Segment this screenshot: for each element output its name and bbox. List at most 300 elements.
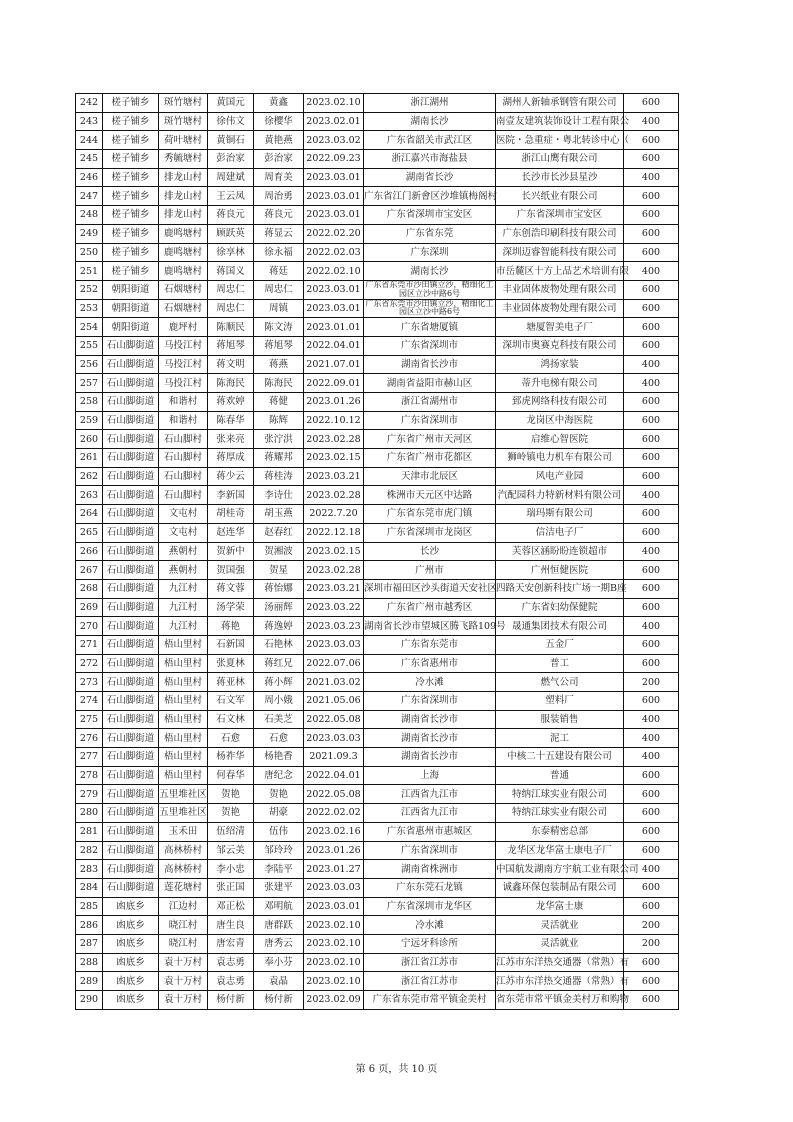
township-cell: 槎子铺乡 <box>103 187 159 206</box>
date-cell: 2023.01.27 <box>304 860 364 879</box>
employer-cell: 塘厦智美电子厂 <box>496 318 624 337</box>
row-number-cell: 281 <box>76 822 103 841</box>
row-number-cell: 288 <box>76 953 103 972</box>
township-cell: 凼底乡 <box>103 953 159 972</box>
row-number-cell: 263 <box>76 486 103 505</box>
employer-cell: 南壹友建筑装饰设计工程有限公 <box>496 112 624 131</box>
worker-name-cell: 袁晶 <box>254 972 304 991</box>
employer-cell: 江苏市东洋热交通器（常熟）有 <box>496 953 624 972</box>
township-cell: 石山脚街道 <box>103 505 159 524</box>
employer-cell: 东泰精密总部 <box>496 822 624 841</box>
village-cell: 九江村 <box>159 617 208 636</box>
amount-cell: 400 <box>624 112 679 131</box>
amount-cell: 600 <box>624 878 679 897</box>
amount-cell: 600 <box>624 280 679 299</box>
row-number-cell: 271 <box>76 635 103 654</box>
date-cell: 2023.03.01 <box>304 206 364 225</box>
table-row <box>76 953 679 972</box>
date-cell: 2022.12.18 <box>304 523 364 542</box>
name-cell: 徐伟文 <box>208 112 254 131</box>
employer-cell: 芙蓉区涵盼盼连锁超市 <box>496 542 624 561</box>
name-cell: 蒋文蓉 <box>208 579 254 598</box>
work-location-cell: 广东省东莞 <box>364 224 496 243</box>
township-cell: 槎子铺乡 <box>103 206 159 225</box>
village-cell: 莲花塘村 <box>159 878 208 897</box>
employer-cell: 鸿扬家装 <box>496 355 624 374</box>
name-cell: 汤学荣 <box>208 598 254 617</box>
page-footer: 第 6 页，共 10 页 <box>355 1064 438 1075</box>
date-cell: 2023.02.16 <box>304 822 364 841</box>
village-cell: 鹿坪村 <box>159 318 208 337</box>
employer-cell: 江苏市东洋热交通器（常熟）有 <box>496 972 624 991</box>
village-cell: 五里堆社区 <box>159 804 208 823</box>
employer-cell: 服装销售 <box>496 710 624 729</box>
worker-name-cell: 石艳林 <box>254 635 304 654</box>
work-location-cell: 浙江省江苏市 <box>364 953 496 972</box>
amount-cell: 400 <box>624 542 679 561</box>
village-cell: 袁十万村 <box>159 953 208 972</box>
township-cell: 石山脚街道 <box>103 860 159 879</box>
amount-cell: 600 <box>624 523 679 542</box>
employer-cell: 医院・急重症・粤北转诊中心（ <box>496 131 624 150</box>
row-number-cell: 275 <box>76 710 103 729</box>
row-number-cell: 253 <box>76 299 103 318</box>
worker-name-cell: 蒋良元 <box>254 206 304 225</box>
work-location-cell: 广东省深圳市 <box>364 411 496 430</box>
name-cell: 贺新中 <box>208 542 254 561</box>
township-cell: 槎子铺乡 <box>103 94 159 113</box>
township-cell: 凼底乡 <box>103 972 159 991</box>
name-cell: 胡桂奇 <box>208 505 254 524</box>
name-cell: 蒋亚林 <box>208 673 254 692</box>
employer-cell: 丰业固体废物处理有限公司 <box>496 280 624 299</box>
worker-name-cell: 李陆平 <box>254 860 304 879</box>
worker-name-cell: 蒋健 <box>254 393 304 412</box>
work-location-cell: 广东省东莞市常平镇金美村 <box>364 991 496 1010</box>
township-cell: 槎子铺乡 <box>103 262 159 281</box>
table-row <box>76 150 679 169</box>
village-cell: 和谐村 <box>159 393 208 412</box>
village-cell: 和谐村 <box>159 411 208 430</box>
table-row <box>76 393 679 412</box>
township-cell: 石山脚街道 <box>103 542 159 561</box>
name-cell: 陈春华 <box>208 411 254 430</box>
village-cell: 荷叶塘村 <box>159 131 208 150</box>
employer-cell: 龙华区龙华富士康电子厂 <box>496 841 624 860</box>
work-location-cell: 广州市 <box>364 561 496 580</box>
village-cell: 马投江村 <box>159 355 208 374</box>
worker-name-cell: 周小娥 <box>254 692 304 711</box>
village-cell: 石烟塘村 <box>159 299 208 318</box>
amount-cell: 600 <box>624 206 679 225</box>
worker-name-cell: 蒋小辉 <box>254 673 304 692</box>
worker-name-cell: 黄鑫 <box>254 94 304 113</box>
row-number-cell: 258 <box>76 393 103 412</box>
date-cell: 2023.03.03 <box>304 878 364 897</box>
amount-cell: 600 <box>624 224 679 243</box>
work-location-cell: 广东省韶关市武江区 <box>364 131 496 150</box>
work-location-cell: 宁远牙科诊所 <box>364 934 496 953</box>
employer-cell: 湖州人新轴承钢管有限公司 <box>496 94 624 113</box>
work-location-cell: 广东省深圳市 <box>364 336 496 355</box>
date-cell: 2023.02.09 <box>304 991 364 1010</box>
worker-name-cell: 石美芝 <box>254 710 304 729</box>
village-cell: 江边村 <box>159 897 208 916</box>
row-number-cell: 246 <box>76 168 103 187</box>
work-location-cell: 湖南省长沙市 <box>364 355 496 374</box>
work-location-cell: 长沙 <box>364 542 496 561</box>
amount-cell: 600 <box>624 579 679 598</box>
row-number-cell: 273 <box>76 673 103 692</box>
village-cell: 斑竹塘村 <box>159 94 208 113</box>
village-cell: 石山脚村 <box>159 486 208 505</box>
amount-cell: 600 <box>624 393 679 412</box>
date-cell: 2023.03.02 <box>304 131 364 150</box>
village-cell: 梧山里村 <box>159 654 208 673</box>
township-cell: 朝阳街道 <box>103 299 159 318</box>
employer-cell: 特纳江球实业有限公司 <box>496 804 624 823</box>
row-number-cell: 268 <box>76 579 103 598</box>
amount-cell: 400 <box>624 355 679 374</box>
work-location-cell: 广东省东莞市虎门镇 <box>364 505 496 524</box>
date-cell: 2023.02.28 <box>304 430 364 449</box>
row-number-cell: 252 <box>76 280 103 299</box>
worker-name-cell: 张泞洪 <box>254 430 304 449</box>
amount-cell: 600 <box>624 654 679 673</box>
amount-cell: 400 <box>624 168 679 187</box>
row-number-cell: 262 <box>76 467 103 486</box>
employer-cell: 省东莞市常平镇金美村万和购物 <box>496 991 624 1010</box>
table-row <box>76 411 679 430</box>
amount-cell: 600 <box>624 766 679 785</box>
name-cell: 蒋欢婷 <box>208 393 254 412</box>
amount-cell: 600 <box>624 336 679 355</box>
village-cell: 石山脚村 <box>159 467 208 486</box>
work-location-cell: 广东省深圳市龙岗区 <box>364 523 496 542</box>
amount-cell: 600 <box>624 692 679 711</box>
date-cell: 2023.02.10 <box>304 916 364 935</box>
table-row <box>76 299 679 318</box>
township-cell: 石山脚街道 <box>103 822 159 841</box>
table-row <box>76 561 679 580</box>
date-cell: 2023.03.01 <box>304 280 364 299</box>
name-cell: 石文军 <box>208 692 254 711</box>
amount-cell: 600 <box>624 299 679 318</box>
table-row <box>76 579 679 598</box>
table-row <box>76 748 679 767</box>
date-cell: 2023.02.10 <box>304 972 364 991</box>
village-cell: 燕朝村 <box>159 561 208 580</box>
name-cell: 顾跃英 <box>208 224 254 243</box>
amount-cell: 600 <box>624 187 679 206</box>
work-location-cell: 江西省九江市 <box>364 804 496 823</box>
township-cell: 石山脚街道 <box>103 804 159 823</box>
village-cell: 五里堆社区 <box>159 785 208 804</box>
table-row <box>76 878 679 897</box>
worker-name-cell: 张建平 <box>254 878 304 897</box>
worker-name-cell: 伍伟 <box>254 822 304 841</box>
table-row <box>76 991 679 1010</box>
work-location-cell: 湖南省长沙市 <box>364 748 496 767</box>
amount-cell: 600 <box>624 430 679 449</box>
worker-name-cell: 蒋耀邦 <box>254 449 304 468</box>
township-cell: 石山脚街道 <box>103 467 159 486</box>
row-number-cell: 249 <box>76 224 103 243</box>
employer-cell: 信洁电子厂 <box>496 523 624 542</box>
amount-cell: 600 <box>624 822 679 841</box>
table-row <box>76 262 679 281</box>
township-cell: 槎子铺乡 <box>103 243 159 262</box>
village-cell: 袁十万村 <box>159 991 208 1010</box>
date-cell: 2023.03.03 <box>304 729 364 748</box>
date-cell: 2022.7.20 <box>304 505 364 524</box>
row-number-cell: 279 <box>76 785 103 804</box>
township-cell: 石山脚街道 <box>103 785 159 804</box>
worker-name-cell: 胡豪 <box>254 804 304 823</box>
table-row <box>76 822 679 841</box>
amount-cell: 600 <box>624 635 679 654</box>
table-row <box>76 673 679 692</box>
table-row <box>76 654 679 673</box>
employer-cell: 中国航发湖南方宇航工业有限公司 <box>496 860 624 879</box>
name-cell: 黄国元 <box>208 94 254 113</box>
worker-name-cell: 贺湘波 <box>254 542 304 561</box>
amount-cell: 600 <box>624 505 679 524</box>
row-number-cell: 285 <box>76 897 103 916</box>
worker-name-cell: 徐樱华 <box>254 112 304 131</box>
row-number-cell: 247 <box>76 187 103 206</box>
worker-name-cell: 周育美 <box>254 168 304 187</box>
work-location-cell: 广东省深圳市龙华区 <box>364 897 496 916</box>
table-row <box>76 635 679 654</box>
date-cell: 2022.02.10 <box>304 262 364 281</box>
name-cell: 周忠仁 <box>208 280 254 299</box>
township-cell: 石山脚街道 <box>103 393 159 412</box>
employer-cell: 普通 <box>496 766 624 785</box>
date-cell: 2023.02.10 <box>304 94 364 113</box>
row-number-cell: 270 <box>76 617 103 636</box>
work-location-cell: 冷水滩 <box>364 916 496 935</box>
township-cell: 石山脚街道 <box>103 374 159 393</box>
worker-name-cell: 唐秀云 <box>254 934 304 953</box>
village-cell: 鹿鸣塘村 <box>159 262 208 281</box>
worker-name-cell: 蒋燕 <box>254 355 304 374</box>
name-cell: 邹云美 <box>208 841 254 860</box>
township-cell: 石山脚街道 <box>103 748 159 767</box>
village-cell: 石山脚村 <box>159 449 208 468</box>
village-cell: 燕朝村 <box>159 542 208 561</box>
village-cell: 梧山里村 <box>159 729 208 748</box>
name-cell: 周建斌 <box>208 168 254 187</box>
work-location-cell: 广东省惠州市 <box>364 654 496 673</box>
township-cell: 朝阳街道 <box>103 280 159 299</box>
name-cell: 伍绍清 <box>208 822 254 841</box>
date-cell: 2023.02.15 <box>304 542 364 561</box>
township-cell: 石山脚街道 <box>103 430 159 449</box>
date-cell: 2021.07.01 <box>304 355 364 374</box>
employer-cell: 泥工 <box>496 729 624 748</box>
work-location-cell: 浙江嘉兴市海盐县 <box>364 150 496 169</box>
row-number-cell: 287 <box>76 934 103 953</box>
name-cell: 杨祚华 <box>208 748 254 767</box>
village-cell: 晓江村 <box>159 916 208 935</box>
table-row <box>76 318 679 337</box>
row-number-cell: 250 <box>76 243 103 262</box>
table-row <box>76 505 679 524</box>
village-cell: 玉禾田 <box>159 822 208 841</box>
date-cell: 2021.09.3 <box>304 748 364 767</box>
row-number-cell: 251 <box>76 262 103 281</box>
amount-cell: 600 <box>624 991 679 1010</box>
work-location-cell: 上海 <box>364 766 496 785</box>
township-cell: 槎子铺乡 <box>103 131 159 150</box>
table-row <box>76 934 679 953</box>
township-cell: 石山脚街道 <box>103 673 159 692</box>
name-cell: 唐生良 <box>208 916 254 935</box>
date-cell: 2023.03.01 <box>304 168 364 187</box>
name-cell: 王云凤 <box>208 187 254 206</box>
name-cell: 蒋厚成 <box>208 449 254 468</box>
amount-cell: 600 <box>624 561 679 580</box>
township-cell: 石山脚街道 <box>103 561 159 580</box>
name-cell: 蒋旭琴 <box>208 336 254 355</box>
amount-cell: 400 <box>624 729 679 748</box>
worker-name-cell: 蒋廷 <box>254 262 304 281</box>
name-cell: 蒋良元 <box>208 206 254 225</box>
work-location-cell: 浙江省江苏市 <box>364 972 496 991</box>
employer-cell: 普工 <box>496 654 624 673</box>
date-cell: 2022.02.03 <box>304 243 364 262</box>
amount-cell: 400 <box>624 262 679 281</box>
row-number-cell: 248 <box>76 206 103 225</box>
amount-cell: 600 <box>624 243 679 262</box>
worker-name-cell: 黄艳燕 <box>254 131 304 150</box>
worker-name-cell: 邓明航 <box>254 897 304 916</box>
table-row <box>76 598 679 617</box>
amount-cell: 200 <box>624 934 679 953</box>
table-row <box>76 430 679 449</box>
name-cell: 石新国 <box>208 635 254 654</box>
township-cell: 槎子铺乡 <box>103 150 159 169</box>
village-cell: 九江村 <box>159 579 208 598</box>
village-cell: 袁十万村 <box>159 972 208 991</box>
work-location-cell: 广东省广州市天河区 <box>364 430 496 449</box>
date-cell: 2023.03.23 <box>304 617 364 636</box>
name-cell: 蒋艳 <box>208 617 254 636</box>
employer-cell: 中核二十五建设有限公司 <box>496 748 624 767</box>
worker-name-cell: 蒋桂涛 <box>254 467 304 486</box>
village-cell: 文屯村 <box>159 505 208 524</box>
name-cell: 何春华 <box>208 766 254 785</box>
worker-name-cell: 邹玲玲 <box>254 841 304 860</box>
township-cell: 石山脚街道 <box>103 729 159 748</box>
employer-cell: 广东省妇幼保健院 <box>496 598 624 617</box>
village-cell: 梧山里村 <box>159 635 208 654</box>
row-number-cell: 289 <box>76 972 103 991</box>
date-cell: 2023.02.10 <box>304 934 364 953</box>
employer-cell: 灵活就业 <box>496 934 624 953</box>
row-number-cell: 282 <box>76 841 103 860</box>
township-cell: 石山脚街道 <box>103 635 159 654</box>
village-cell: 高林桥村 <box>159 841 208 860</box>
date-cell: 2022.04.01 <box>304 766 364 785</box>
name-cell: 石愈 <box>208 729 254 748</box>
row-number-cell: 290 <box>76 991 103 1010</box>
township-cell: 朝阳街道 <box>103 318 159 337</box>
table-row <box>76 94 679 113</box>
worker-name-cell: 蒋逸婷 <box>254 617 304 636</box>
table-row <box>76 542 679 561</box>
work-location-cell: 湖南省长沙市 <box>364 729 496 748</box>
work-location-cell: 浙江湖州 <box>364 94 496 113</box>
table-row <box>76 785 679 804</box>
date-cell: 2021.05.06 <box>304 692 364 711</box>
worker-name-cell: 石愈 <box>254 729 304 748</box>
table-row <box>76 187 679 206</box>
table-row <box>76 374 679 393</box>
worker-name-cell: 杨付新 <box>254 991 304 1010</box>
name-cell: 张来亮 <box>208 430 254 449</box>
worker-name-cell: 周治勇 <box>254 187 304 206</box>
date-cell: 2023.02.28 <box>304 486 364 505</box>
village-cell: 梧山里村 <box>159 710 208 729</box>
village-cell: 梧山里村 <box>159 766 208 785</box>
row-number-cell: 242 <box>76 94 103 113</box>
work-location-cell: 广东省广州市花都区 <box>364 449 496 468</box>
name-cell: 周忠仁 <box>208 299 254 318</box>
employer-cell: 深圳市奥赛克科技有限公司 <box>496 336 624 355</box>
row-number-cell: 264 <box>76 505 103 524</box>
amount-cell: 400 <box>624 860 679 879</box>
amount-cell: 600 <box>624 150 679 169</box>
township-cell: 石山脚街道 <box>103 617 159 636</box>
name-cell: 袁志勇 <box>208 953 254 972</box>
row-number-cell: 280 <box>76 804 103 823</box>
township-cell: 凼底乡 <box>103 991 159 1010</box>
employer-cell: 广东省深圳市宝安区 <box>496 206 624 225</box>
date-cell: 2022.09.01 <box>304 374 364 393</box>
worker-name-cell: 彭治家 <box>254 150 304 169</box>
row-number-cell: 255 <box>76 336 103 355</box>
work-location-cell: 广东省广州市越秀区 <box>364 598 496 617</box>
township-cell: 石山脚街道 <box>103 486 159 505</box>
date-cell: 2022.04.01 <box>304 336 364 355</box>
amount-cell: 600 <box>624 318 679 337</box>
row-number-cell: 267 <box>76 561 103 580</box>
village-cell: 马投江村 <box>159 336 208 355</box>
employer-cell: 龙华富士康 <box>496 897 624 916</box>
employer-cell: 市岳麓区十方上品艺术培训有限 <box>496 262 624 281</box>
township-cell: 石山脚街道 <box>103 523 159 542</box>
village-cell: 鹿鸣塘村 <box>159 224 208 243</box>
table-row <box>76 692 679 711</box>
employer-cell: 狮岭镇电力机车有限公司 <box>496 449 624 468</box>
work-location-cell: 广东省东莞市沙田镇立沙，精细化工园区立沙中路6号 <box>365 298 494 317</box>
row-number-cell: 274 <box>76 692 103 711</box>
name-cell: 唐宏青 <box>208 934 254 953</box>
date-cell: 2022.05.08 <box>304 710 364 729</box>
worker-name-cell: 奉小芬 <box>254 953 304 972</box>
table-row <box>76 617 679 636</box>
table-row <box>76 467 679 486</box>
work-location-cell: 湖南省长沙市望城区腾飞路109号 <box>364 617 496 636</box>
employer-cell: 灵活就业 <box>496 916 624 935</box>
amount-cell: 600 <box>624 449 679 468</box>
name-cell: 张夏林 <box>208 654 254 673</box>
work-location-cell: 浙江省湖州市 <box>364 393 496 412</box>
employer-cell: 燃气公司 <box>496 673 624 692</box>
table-row <box>76 804 679 823</box>
